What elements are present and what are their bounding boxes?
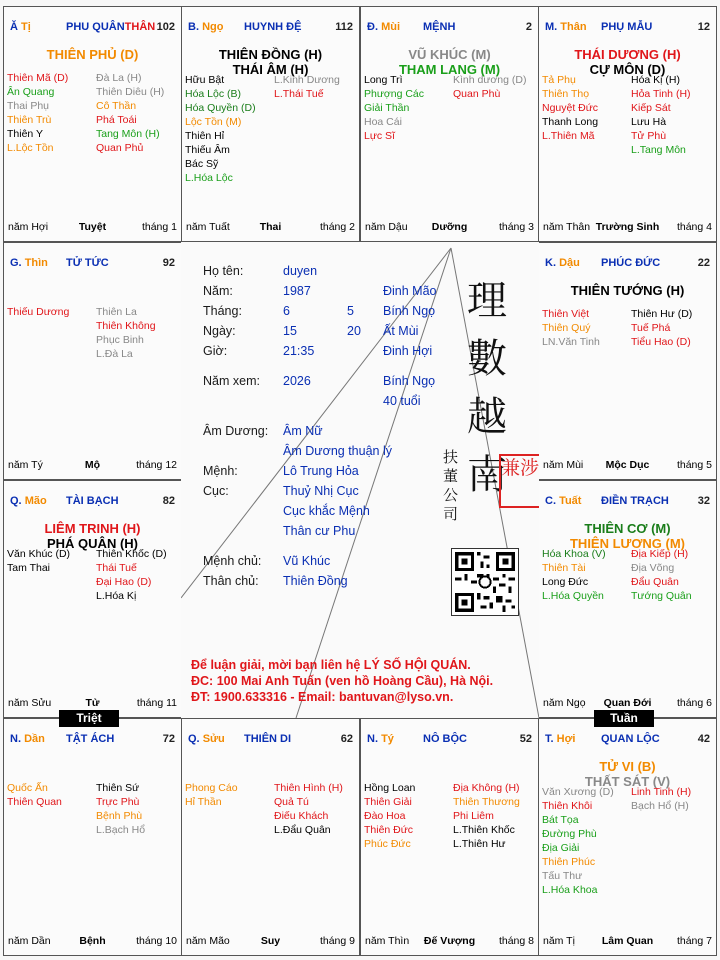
palace-cell[interactable] — [538, 718, 717, 956]
main-star: THIÊN PHỦ (D) — [46, 47, 139, 62]
minor-star: Thiếu Âm — [185, 144, 230, 156]
right-minor-stars — [453, 781, 520, 851]
minor-star: Thiên Không — [96, 320, 156, 332]
menh-label: Mệnh: — [203, 464, 238, 478]
main-stars — [4, 47, 181, 62]
minor-star: Thiên La — [96, 306, 137, 318]
minor-star: Đà La (H) — [96, 72, 142, 84]
palace-cell[interactable] — [360, 6, 539, 242]
month-lunar: 5 — [347, 304, 354, 318]
palace-month: tháng 7 — [676, 935, 712, 947]
palace-name: PHÚC ĐỨC — [601, 257, 661, 269]
day-canchi: Ất Mùi — [383, 324, 419, 338]
minor-star: Bệnh Phù — [96, 810, 143, 822]
minor-star: Đào Hoa — [364, 810, 406, 822]
minor-star: Lộc Tồn (M) — [185, 116, 242, 128]
minor-star: Phục Binh — [96, 334, 144, 346]
palace-branch: C. Tuất — [545, 495, 582, 507]
minor-star: Thiên Thương — [453, 796, 520, 808]
view-year-canchi: Bính Ngọ — [383, 374, 436, 388]
palace-cell[interactable] — [360, 718, 539, 956]
minor-star: Địa Kiếp (H) — [631, 548, 689, 560]
than-cu: Thân cư Phu — [283, 524, 356, 538]
palace-branch: Q. Mão — [10, 495, 47, 507]
palace-stage: Suy — [260, 935, 281, 947]
main-star: THẤT SÁT (V) — [584, 774, 671, 789]
palace-name: MỆNH — [423, 21, 456, 33]
minor-star: Văn Xương (D) — [542, 786, 614, 798]
minor-star: L.Thiên Mã — [542, 130, 595, 142]
palace-name: QUAN LỘC — [601, 733, 660, 745]
hour-value: 21:35 — [283, 344, 315, 358]
palace-name: NÔ BỘC — [423, 733, 467, 745]
palace-stage: Lâm Quan — [601, 935, 654, 947]
minor-star: Tả Phụ — [542, 74, 576, 86]
right-minor-stars — [631, 307, 692, 349]
right-minor-stars — [274, 73, 340, 101]
left-minor-stars — [7, 71, 68, 155]
month-solar: 6 — [283, 304, 290, 318]
palace-cell[interactable] — [181, 718, 360, 956]
minor-star: Phúc Đức — [364, 838, 411, 850]
minor-star: L.Đà La — [96, 348, 133, 360]
minor-star: L.Thiên Hư — [453, 838, 506, 850]
palace-cell[interactable] — [538, 480, 717, 718]
minor-star: Địa Giải — [542, 842, 580, 854]
palace-number: 92 — [162, 257, 175, 269]
palace-branch: N. Tý — [367, 733, 394, 745]
minor-star: Đại Hao (D) — [96, 576, 152, 588]
left-minor-stars — [542, 307, 600, 349]
palace-month: tháng 11 — [136, 697, 177, 709]
main-star: LIÊM TRINH (H) — [44, 521, 141, 536]
minor-star: Thiên Việt — [542, 308, 590, 320]
minor-star: L.Hóa Kị — [96, 590, 137, 602]
palace-year: năm Dậu — [365, 221, 408, 233]
palace-stage: Quan Đới — [603, 697, 652, 709]
minor-star: Quan Phù — [453, 88, 501, 100]
minor-star: L.Hóa Quyền — [542, 590, 604, 602]
minor-star: Thiên Khôi — [542, 800, 593, 812]
minor-star: Thiên Diêu (H) — [96, 86, 165, 98]
palace-year: năm Hợi — [8, 221, 49, 233]
minor-star: Nguyệt Đức — [542, 102, 599, 114]
palace-cell[interactable] — [538, 242, 717, 480]
minor-star: Trực Phù — [96, 796, 140, 808]
palace-year: năm Tị — [543, 935, 575, 947]
palace-month: tháng 10 — [136, 935, 177, 947]
main-star: THÁI DƯƠNG (H) — [574, 47, 681, 62]
palace-branch: G. Thìn — [10, 257, 48, 269]
palace-cell[interactable] — [3, 718, 182, 956]
minor-star: L.Lộc Tồn — [7, 142, 54, 154]
amduong-label: Âm Dương: — [203, 424, 269, 438]
minor-star: Phượng Các — [364, 88, 425, 100]
palace-name: TÀI BẠCH — [66, 495, 119, 507]
palace-branch: Đ. Mùi — [367, 21, 401, 33]
palace-month: tháng 4 — [676, 221, 712, 233]
minor-star: Hóa Kị (H) — [631, 74, 681, 86]
main-star: THIÊN TƯỚNG (H) — [570, 283, 685, 298]
palace-cell[interactable] — [538, 6, 717, 242]
minor-star: Thanh Long — [542, 116, 599, 128]
minor-star: Ân Quang — [7, 86, 55, 98]
main-star: VŨ KHÚC (M) — [408, 47, 491, 62]
left-minor-stars — [185, 73, 256, 185]
minor-star: L.Hóa Lộc — [185, 172, 233, 184]
minor-star: Long Đức — [542, 576, 589, 588]
palace-stage: Tử — [85, 697, 100, 709]
minor-star: Tướng Quân — [631, 590, 692, 602]
minor-star: Thiên Thọ — [542, 88, 590, 100]
main-star: THIÊN LƯƠNG (M) — [569, 536, 686, 551]
minor-star: Linh Tinh (H) — [631, 786, 692, 798]
palace-number: 52 — [519, 733, 532, 745]
minor-star: Tấu Thư — [542, 870, 583, 882]
left-minor-stars — [7, 781, 62, 809]
minor-star: Hóa Quyền (D) — [185, 102, 256, 114]
minor-star: L.Kinh Dương — [274, 74, 340, 86]
right-minor-stars — [96, 71, 164, 155]
main-star: TỬ VI (B) — [599, 759, 656, 774]
qr-code[interactable] — [451, 548, 519, 616]
than-chu-value: Thiên Đồng — [283, 574, 348, 588]
right-minor-stars — [631, 547, 692, 603]
minor-star: Kiếp Sát — [631, 102, 671, 114]
palace-stage: Mộc Dục — [605, 459, 650, 471]
minor-star: Văn Khúc (D) — [7, 548, 71, 560]
minor-star: Đẩu Quân — [631, 576, 679, 588]
palace-branch: N. Dần — [10, 733, 45, 745]
palace-month: tháng 2 — [319, 221, 355, 233]
minor-star: Giải Thần — [364, 102, 410, 114]
palace-month: tháng 12 — [136, 459, 177, 471]
minor-star: Tam Thai — [7, 562, 50, 574]
palace-cell[interactable] — [3, 6, 182, 242]
palace-branch: K. Dậu — [545, 257, 580, 269]
palace-name: PHỤ MẪU — [601, 21, 653, 33]
minor-star: Quả Tú — [274, 796, 309, 808]
minor-star: Thai Phụ — [7, 100, 50, 112]
minor-star: Hồng Loan — [364, 782, 416, 794]
main-star: THAM LANG (M) — [398, 62, 501, 77]
palace-year: năm Sửu — [8, 697, 52, 709]
minor-star: Hỉ Thần — [185, 796, 222, 808]
minor-star: Thiên Mã (D) — [7, 72, 69, 84]
minor-star: Lưu Hà — [631, 116, 667, 128]
minor-star: Hỏa Tinh (H) — [631, 88, 691, 100]
palace-stage: Mộ — [84, 459, 101, 471]
footer-line-2: ĐC: 100 Mai Anh Tuấn (ven hồ Hoàng Cầu), Hà Nội. — [191, 674, 494, 688]
palace-number: 62 — [340, 733, 353, 745]
minor-star: Hóa Khoa (V) — [542, 548, 606, 560]
minor-star: L.Tang Môn — [631, 144, 686, 156]
amduong-note: Âm Dương thuận lý — [283, 444, 392, 458]
palace-stage: Bệnh — [79, 935, 106, 947]
minor-star: Thiên Phúc — [542, 856, 596, 868]
palace-year: năm Thân — [543, 221, 591, 233]
age-value: 40 tuổi — [383, 394, 421, 408]
palace-year: năm Tý — [8, 459, 43, 471]
palace-month: tháng 9 — [319, 935, 355, 947]
palace-number: 2 — [525, 21, 532, 33]
palace-name: HUYNH ĐỆ — [244, 21, 302, 33]
left-minor-stars — [364, 781, 415, 851]
palace-number: 112 — [335, 21, 353, 33]
palace-number: 72 — [162, 733, 175, 745]
red-seal-stamp: 兼涉 — [499, 454, 539, 508]
year-canchi: Đinh Mão — [383, 284, 437, 298]
palace-number: 22 — [697, 257, 710, 269]
main-star: THIÊN ĐỒNG (H) — [218, 47, 323, 62]
palace-number: 12 — [697, 21, 710, 33]
minor-star: L.Hóa Khoa — [542, 884, 598, 896]
minor-star: Địa Võng — [631, 562, 675, 574]
minor-star: L.Bạch Hổ — [96, 824, 146, 836]
minor-star: Thiên Hỉ — [185, 130, 225, 142]
palace-stage: Dưỡng — [431, 221, 468, 233]
minor-star: Thiên Đức — [364, 824, 414, 836]
left-minor-stars — [542, 547, 606, 603]
minor-star: Quốc Ấn — [7, 782, 48, 794]
minor-star: Bác Sỹ — [185, 158, 219, 170]
palace-month: tháng 5 — [676, 459, 712, 471]
palace-branch: M. Thân — [545, 21, 587, 33]
minor-star: Thiên Quan — [7, 796, 62, 808]
minor-star: Đường Phù — [542, 828, 597, 840]
palace-name: THIÊN DI — [244, 733, 292, 745]
triet-marker: Triệt — [59, 710, 119, 727]
minor-star: Thiếu Dương — [7, 306, 70, 318]
calligraphy-subtext: 扶董公司 — [443, 448, 459, 523]
minor-star: L.Đẩu Quân — [274, 824, 331, 836]
minor-star: Địa Không (H) — [453, 782, 520, 794]
minor-star: Hóa Lộc (B) — [185, 88, 242, 100]
palace-year: năm Tuất — [186, 221, 230, 233]
main-star: THÁI ÂM (H) — [232, 62, 309, 77]
right-minor-stars — [631, 73, 691, 157]
palace-stage: Đế Vượng — [423, 935, 476, 947]
palace-stage: Thai — [259, 221, 282, 233]
minor-star: Phi Liêm — [453, 810, 494, 822]
palace-year: năm Mùi — [543, 459, 584, 471]
palace-month: tháng 8 — [498, 935, 534, 947]
year-value: 1987 — [283, 284, 311, 298]
palace-branch: Ă Tị — [10, 21, 31, 33]
left-minor-stars — [7, 547, 70, 575]
minor-star: L.Thiên Khốc — [453, 824, 515, 836]
minor-star: Lực Sĩ — [364, 130, 395, 142]
view-year-value: 2026 — [283, 374, 311, 388]
footer-line-1: Để luận giải, mời bạn liên hệ LÝ SỐ HỘI QUÁN. — [191, 658, 471, 672]
minor-star: Quan Phủ — [96, 142, 144, 154]
day-label: Ngày: — [203, 324, 236, 338]
palace-year: năm Dần — [8, 935, 51, 947]
minor-star: Cô Thần — [96, 100, 137, 112]
left-minor-stars — [185, 781, 238, 809]
palace-cell[interactable] — [181, 6, 360, 242]
palace-year: năm Thìn — [365, 935, 410, 947]
palace-name: TẬT ÁCH — [66, 733, 115, 745]
year-label: Năm: — [203, 284, 233, 298]
minor-star: Thiên Khốc (D) — [96, 548, 167, 560]
minor-star: Long Trì — [364, 74, 403, 86]
right-minor-stars — [96, 305, 156, 361]
cuc-note: Cục khắc Mệnh — [283, 504, 370, 518]
cuc-value: Thuỷ Nhị Cục — [283, 484, 359, 498]
palace-year: năm Ngọ — [543, 697, 586, 709]
minor-star: Thiên Hình (H) — [274, 782, 343, 794]
minor-star: Phong Cáo — [185, 782, 238, 794]
than-chu-label: Thân chủ: — [203, 574, 259, 588]
palace-number: 32 — [697, 495, 710, 507]
minor-star: Thiên Tài — [542, 562, 586, 574]
palace-cell[interactable] — [3, 242, 182, 480]
palace-number: 42 — [697, 733, 710, 745]
left-minor-stars — [364, 73, 424, 143]
minor-star: Thiên Sứ — [96, 782, 140, 794]
day-lunar: 20 — [347, 324, 361, 338]
month-label: Tháng: — [203, 304, 242, 318]
palace-cell[interactable] — [3, 480, 182, 718]
month-canchi: Bính Ngọ — [383, 304, 436, 318]
name-value: duyen — [283, 264, 318, 278]
minor-star: Thiên Giải — [364, 796, 412, 808]
palace-branch: Q. Sửu — [188, 733, 225, 745]
minor-star: Phá Toái — [96, 114, 137, 126]
main-star: PHÁ QUÂN (H) — [47, 536, 138, 551]
palace-stage: Trường Sinh — [595, 221, 660, 233]
left-minor-stars — [7, 305, 69, 319]
amduong-value: Âm Nữ — [283, 424, 323, 438]
right-minor-stars — [631, 785, 691, 813]
main-star: THIÊN CƠ (M) — [584, 521, 671, 536]
minor-star: Thái Tuế — [96, 562, 137, 574]
main-star: CỰ MÔN (D) — [589, 62, 666, 77]
minor-star: Thiên Trù — [7, 114, 52, 126]
palace-branch: T. Hợi — [545, 733, 576, 745]
minor-star: Bạch Hổ (H) — [631, 800, 689, 812]
palace-month: tháng 1 — [141, 221, 177, 233]
view-year-label: Năm xem: — [203, 374, 260, 388]
minor-star: Tang Môn (H) — [96, 128, 160, 140]
minor-star: Kình dương (D) — [453, 74, 527, 86]
minor-star: Tử Phù — [631, 130, 667, 142]
tuan-marker: Tuần — [594, 710, 654, 727]
palace-month: tháng 6 — [676, 697, 712, 709]
hour-canchi: Đinh Hợi — [383, 344, 433, 358]
palace-stage: Tuyệt — [78, 221, 107, 233]
menh-value: Lô Trung Hỏa — [283, 464, 359, 478]
calligraphy-logo: 理數越南 — [467, 278, 507, 498]
palace-name: PHU QUÂNTHÂN — [66, 21, 156, 33]
right-minor-stars — [453, 73, 526, 101]
minor-star: Điếu Khách — [274, 810, 329, 822]
footer-line-3: ĐT: 1900.633316 - Email: bantuvan@lyso.vn. — [191, 690, 454, 704]
right-minor-stars — [96, 547, 167, 603]
name-label: Họ tên: — [203, 264, 244, 278]
minor-star: Tiểu Hao (D) — [631, 336, 691, 348]
palace-branch: B. Ngọ — [188, 21, 224, 33]
hour-label: Giờ: — [203, 344, 228, 358]
right-minor-stars — [274, 781, 343, 837]
palace-number: 102 — [156, 21, 175, 33]
left-minor-stars — [542, 785, 614, 897]
minor-star: Hữu Bật — [185, 74, 225, 86]
minor-star: Bát Tọa — [542, 814, 579, 826]
day-solar: 15 — [283, 324, 297, 338]
palace-number: 82 — [162, 495, 175, 507]
palace-name: TỬ TỨC — [66, 257, 109, 269]
left-minor-stars — [542, 73, 598, 143]
minor-star: Thiên Y — [7, 128, 43, 140]
palace-year: năm Mão — [186, 935, 230, 947]
menh-chu-value: Vũ Khúc — [283, 554, 331, 568]
center-info-panel — [181, 242, 539, 718]
cuc-label: Cục: — [203, 484, 229, 498]
minor-star: Thiên Hư (D) — [631, 308, 693, 320]
palace-name: ĐIỀN TRẠCH — [601, 495, 669, 507]
palace-month: tháng 3 — [498, 221, 534, 233]
minor-star: Thiên Quý — [542, 322, 591, 334]
minor-star: LN.Văn Tinh — [542, 336, 600, 348]
menh-chu-label: Mệnh chủ: — [203, 554, 262, 568]
main-stars — [539, 283, 716, 298]
minor-star: L.Thái Tuế — [274, 88, 324, 100]
right-minor-stars — [96, 781, 145, 837]
minor-star: Hoa Cái — [364, 116, 402, 128]
minor-star: Tuế Phá — [631, 322, 671, 334]
